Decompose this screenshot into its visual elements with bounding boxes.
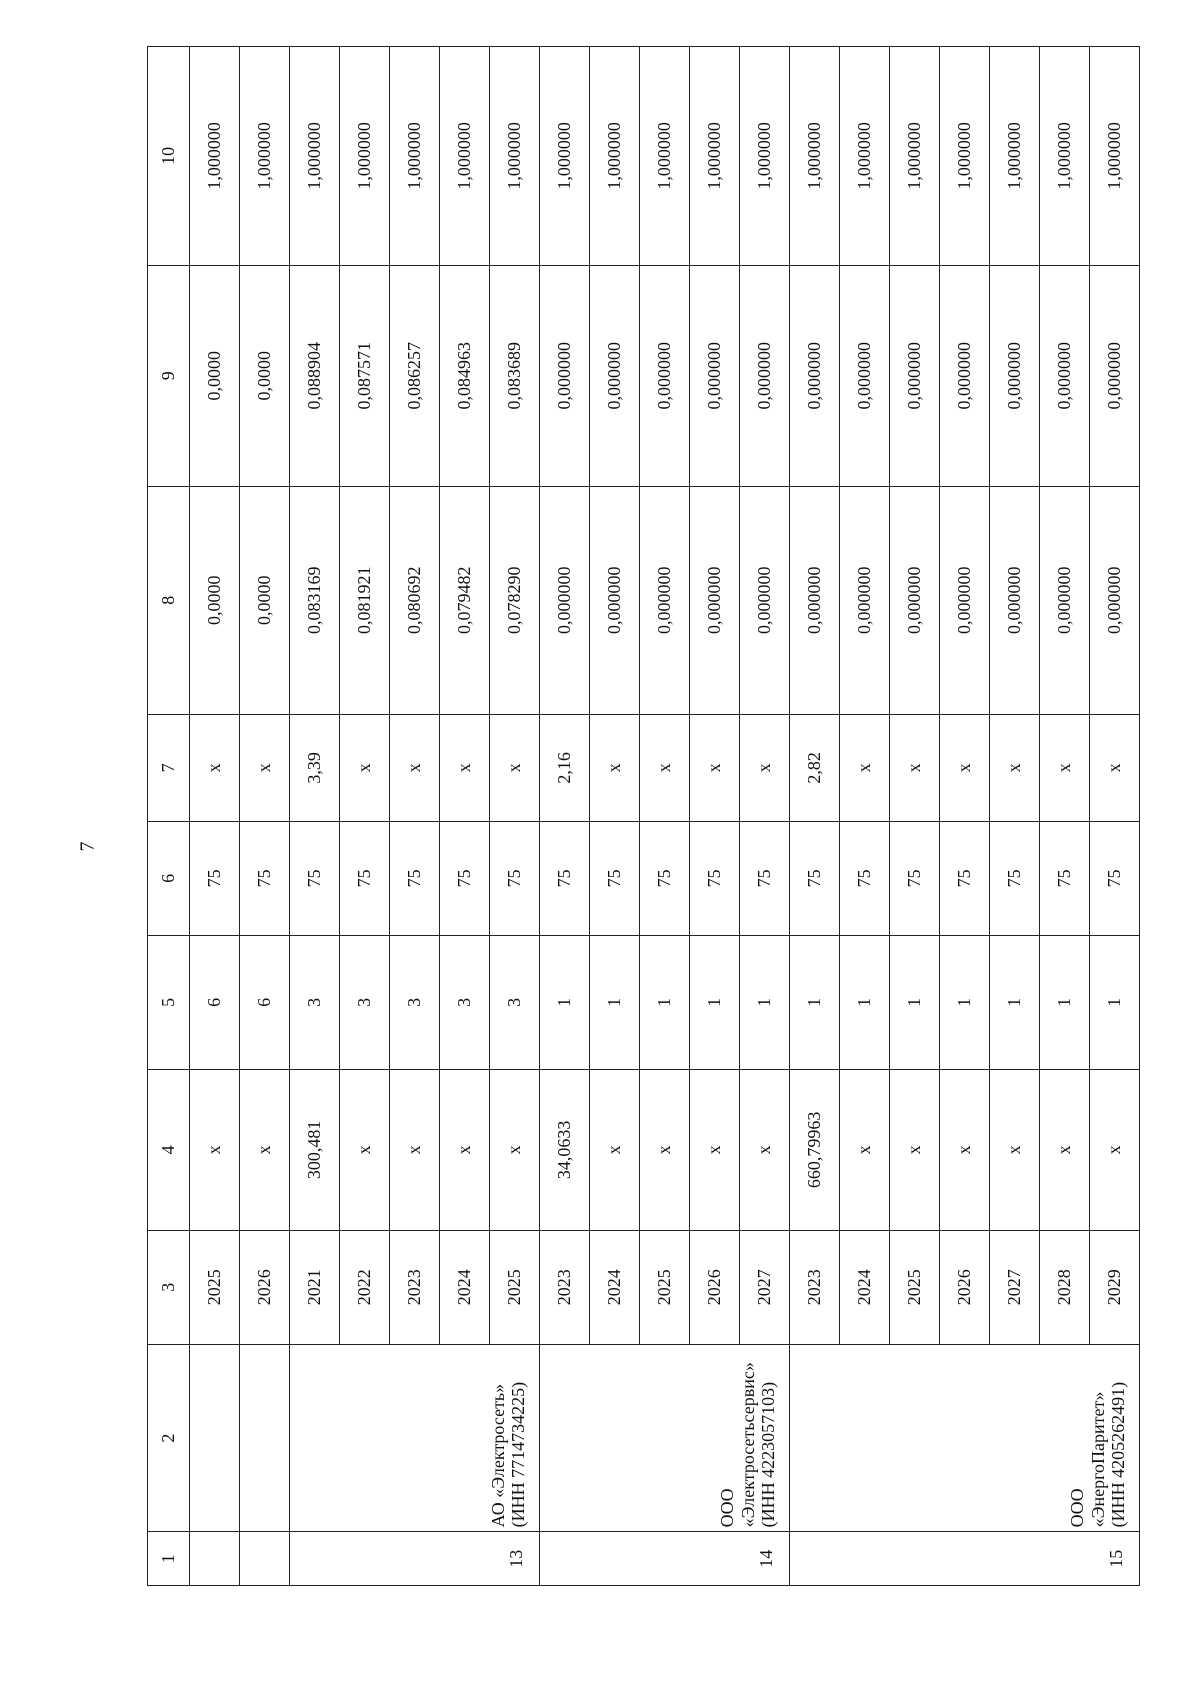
group-index: 13: [290, 1532, 540, 1586]
company-inn: (ИНН 4205262491): [1108, 1381, 1129, 1528]
cell-c9: 0,083689: [490, 265, 540, 486]
cell-year: 2023: [390, 1230, 440, 1344]
cell-c8: 0,000000: [590, 486, 640, 714]
table-row: [540, 47, 590, 1586]
table-row: [290, 47, 340, 1586]
cell-c7: 2,16: [540, 714, 590, 821]
cell-c10: 1,000000: [790, 47, 840, 266]
cell-c10: 1,000000: [740, 47, 790, 266]
cell-year: 2025: [190, 1230, 240, 1344]
cell-c5: 1: [990, 935, 1040, 1069]
cell-c4: x: [340, 1069, 390, 1230]
header-cell-10: 10: [148, 47, 190, 266]
table-row: [190, 47, 240, 1586]
cell-year: 2026: [940, 1230, 990, 1344]
cell-c7: x: [340, 714, 390, 821]
cell-year: 2025: [890, 1230, 940, 1344]
cell-year: 2027: [990, 1230, 1040, 1344]
cell-c7: x: [740, 714, 790, 821]
name-cell: [240, 1344, 290, 1532]
cell-c8: 0,0000: [240, 486, 290, 714]
cell-c6: 75: [440, 821, 490, 935]
cell-c6: 75: [740, 821, 790, 935]
cell-c10: 1,000000: [1040, 47, 1090, 266]
table-row: [240, 47, 290, 1586]
cell-c4: 34,0633: [540, 1069, 590, 1230]
cell-c9: 0,000000: [890, 265, 940, 486]
cell-c7: x: [840, 714, 890, 821]
cell-c4: x: [190, 1069, 240, 1230]
cell-c8: 0,000000: [990, 486, 1040, 714]
cell-c5: 3: [440, 935, 490, 1069]
cell-c8: 0,079482: [440, 486, 490, 714]
group-index: 15: [790, 1532, 1140, 1586]
page-number: 7: [76, 841, 99, 852]
cell-c9: 0,000000: [590, 265, 640, 486]
cell-c5: 1: [1090, 935, 1140, 1069]
cell-c10: 1,000000: [640, 47, 690, 266]
cell-c6: 75: [940, 821, 990, 935]
cell-c9: 0,000000: [690, 265, 740, 486]
cell-c6: 75: [490, 821, 540, 935]
cell-c5: 1: [790, 935, 840, 1069]
company-name-cell: [540, 1344, 790, 1532]
cell-c5: 1: [590, 935, 640, 1069]
cell-c4: x: [390, 1069, 440, 1230]
name-cell: [190, 1344, 240, 1532]
cell-year: 2026: [690, 1230, 740, 1344]
cell-c8: 0,000000: [1040, 486, 1090, 714]
cell-c4: 300,481: [290, 1069, 340, 1230]
index-cell: [190, 1532, 240, 1586]
cell-year: 2024: [440, 1230, 490, 1344]
cell-c6: 75: [1090, 821, 1140, 935]
company-inn: (ИНН 4223057103): [758, 1381, 779, 1528]
cell-c10: 1,000000: [840, 47, 890, 266]
cell-c9: 0,0000: [190, 265, 240, 486]
cell-c8: 0,000000: [840, 486, 890, 714]
cell-c9: 0,000000: [1090, 265, 1140, 486]
cell-c4: x: [1090, 1069, 1140, 1230]
cell-c7: x: [490, 714, 540, 821]
cell-c10: 1,000000: [490, 47, 540, 266]
data-table: [147, 46, 1140, 1586]
cell-c5: 1: [1040, 935, 1090, 1069]
cell-c9: 0,000000: [540, 265, 590, 486]
cell-year: 2021: [290, 1230, 340, 1344]
cell-c8: 0,000000: [640, 486, 690, 714]
cell-c7: x: [1040, 714, 1090, 821]
company-inn: (ИНН 7714734225): [508, 1381, 529, 1528]
cell-c8: 0,000000: [740, 486, 790, 714]
cell-c6: 75: [990, 821, 1040, 935]
cell-c9: 0,000000: [990, 265, 1040, 486]
cell-year: 2022: [340, 1230, 390, 1344]
cell-c7: 2,82: [790, 714, 840, 821]
cell-year: 2026: [240, 1230, 290, 1344]
company-name: АО «Электросеть»: [487, 1383, 508, 1528]
cell-c4: x: [240, 1069, 290, 1230]
cell-c10: 1,000000: [940, 47, 990, 266]
cell-c10: 1,000000: [190, 47, 240, 266]
header-row: [148, 47, 190, 1586]
cell-c8: 0,000000: [1090, 486, 1140, 714]
cell-year: 2028: [1040, 1230, 1090, 1344]
cell-c8: 0,000000: [890, 486, 940, 714]
cell-c10: 1,000000: [440, 47, 490, 266]
cell-c5: 3: [390, 935, 440, 1069]
cell-c8: 0,080692: [390, 486, 440, 714]
cell-c9: 0,000000: [740, 265, 790, 486]
cell-c10: 1,000000: [540, 47, 590, 266]
cell-c5: 1: [540, 935, 590, 1069]
cell-year: 2025: [640, 1230, 690, 1344]
header-cell-2: 2: [148, 1344, 190, 1532]
cell-c10: 1,000000: [590, 47, 640, 266]
cell-c7: x: [240, 714, 290, 821]
cell-c9: 0,000000: [1040, 265, 1090, 486]
cell-c6: 75: [190, 821, 240, 935]
cell-c9: 0,000000: [640, 265, 690, 486]
cell-c5: 3: [490, 935, 540, 1069]
cell-c10: 1,000000: [390, 47, 440, 266]
cell-year: 2024: [840, 1230, 890, 1344]
cell-c7: x: [640, 714, 690, 821]
cell-c7: x: [1090, 714, 1140, 821]
cell-c5: 6: [240, 935, 290, 1069]
cell-c4: x: [940, 1069, 990, 1230]
cell-c10: 1,000000: [1090, 47, 1140, 266]
header-cell-3: 3: [148, 1230, 190, 1344]
cell-c8: 0,0000: [190, 486, 240, 714]
cell-c9: 0,000000: [940, 265, 990, 486]
cell-c6: 75: [640, 821, 690, 935]
header-cell-8: 8: [148, 486, 190, 714]
table-body: [148, 47, 1140, 1586]
cell-c4: x: [590, 1069, 640, 1230]
cell-c7: x: [890, 714, 940, 821]
cell-c10: 1,000000: [990, 47, 1040, 266]
cell-c8: 0,078290: [490, 486, 540, 714]
cell-year: 2024: [590, 1230, 640, 1344]
cell-c4: x: [840, 1069, 890, 1230]
cell-c6: 75: [340, 821, 390, 935]
cell-c6: 75: [840, 821, 890, 935]
cell-c4: x: [990, 1069, 1040, 1230]
cell-c8: 0,000000: [690, 486, 740, 714]
cell-c9: 0,000000: [840, 265, 890, 486]
company-name-cell: [290, 1344, 540, 1532]
header-cell-9: 9: [148, 265, 190, 486]
table-row: [790, 47, 840, 1586]
cell-c9: 0,000000: [790, 265, 840, 486]
cell-c7: x: [190, 714, 240, 821]
cell-c6: 75: [290, 821, 340, 935]
cell-c8: 0,081921: [340, 486, 390, 714]
cell-year: 2023: [790, 1230, 840, 1344]
cell-c7: x: [390, 714, 440, 821]
cell-c10: 1,000000: [690, 47, 740, 266]
cell-c7: x: [940, 714, 990, 821]
company-name: ООО «ЭнергоПаритет»: [1066, 1391, 1108, 1528]
cell-c9: 0,084963: [440, 265, 490, 486]
index-cell: [240, 1532, 290, 1586]
cell-c5: 1: [940, 935, 990, 1069]
cell-c7: x: [590, 714, 640, 821]
cell-year: 2023: [540, 1230, 590, 1344]
header-cell-1: 1: [148, 1532, 190, 1586]
cell-c9: 0,0000: [240, 265, 290, 486]
company-name-cell: [790, 1344, 1140, 1532]
cell-c9: 0,086257: [390, 265, 440, 486]
cell-c4: x: [490, 1069, 540, 1230]
cell-c9: 0,087571: [340, 265, 390, 486]
cell-c8: 0,000000: [790, 486, 840, 714]
cell-c5: 1: [840, 935, 890, 1069]
cell-c4: 660,79963: [790, 1069, 840, 1230]
cell-c6: 75: [890, 821, 940, 935]
cell-c6: 75: [690, 821, 740, 935]
cell-c5: 6: [190, 935, 240, 1069]
header-cell-7: 7: [148, 714, 190, 821]
cell-c9: 0,088904: [290, 265, 340, 486]
header-cell-4: 4: [148, 1069, 190, 1230]
cell-c4: x: [890, 1069, 940, 1230]
cell-c4: x: [640, 1069, 690, 1230]
cell-c5: 1: [640, 935, 690, 1069]
cell-c4: x: [740, 1069, 790, 1230]
cell-year: 2029: [1090, 1230, 1140, 1344]
cell-c7: x: [440, 714, 490, 821]
group-index: 14: [540, 1532, 790, 1586]
cell-c4: x: [440, 1069, 490, 1230]
cell-c4: x: [1040, 1069, 1090, 1230]
cell-c5: 1: [890, 935, 940, 1069]
cell-c10: 1,000000: [340, 47, 390, 266]
cell-c5: 1: [690, 935, 740, 1069]
cell-c6: 75: [390, 821, 440, 935]
cell-c5: 1: [740, 935, 790, 1069]
cell-c6: 75: [590, 821, 640, 935]
cell-c5: 3: [340, 935, 390, 1069]
cell-c7: 3,39: [290, 714, 340, 821]
cell-c7: x: [990, 714, 1040, 821]
cell-year: 2027: [740, 1230, 790, 1344]
cell-c10: 1,000000: [890, 47, 940, 266]
cell-c6: 75: [240, 821, 290, 935]
header-cell-6: 6: [148, 821, 190, 935]
cell-c8: 0,000000: [540, 486, 590, 714]
cell-c10: 1,000000: [240, 47, 290, 266]
cell-c5: 3: [290, 935, 340, 1069]
cell-c8: 0,000000: [940, 486, 990, 714]
header-cell-5: 5: [148, 935, 190, 1069]
cell-c6: 75: [1040, 821, 1090, 935]
cell-c6: 75: [540, 821, 590, 935]
cell-c6: 75: [790, 821, 840, 935]
cell-c10: 1,000000: [290, 47, 340, 266]
cell-c7: x: [690, 714, 740, 821]
cell-year: 2025: [490, 1230, 540, 1344]
cell-c8: 0,083169: [290, 486, 340, 714]
cell-c4: x: [690, 1069, 740, 1230]
rotated-table-container: [147, 46, 1129, 1586]
company-name: ООО «Электросетьсервис»: [716, 1362, 758, 1528]
